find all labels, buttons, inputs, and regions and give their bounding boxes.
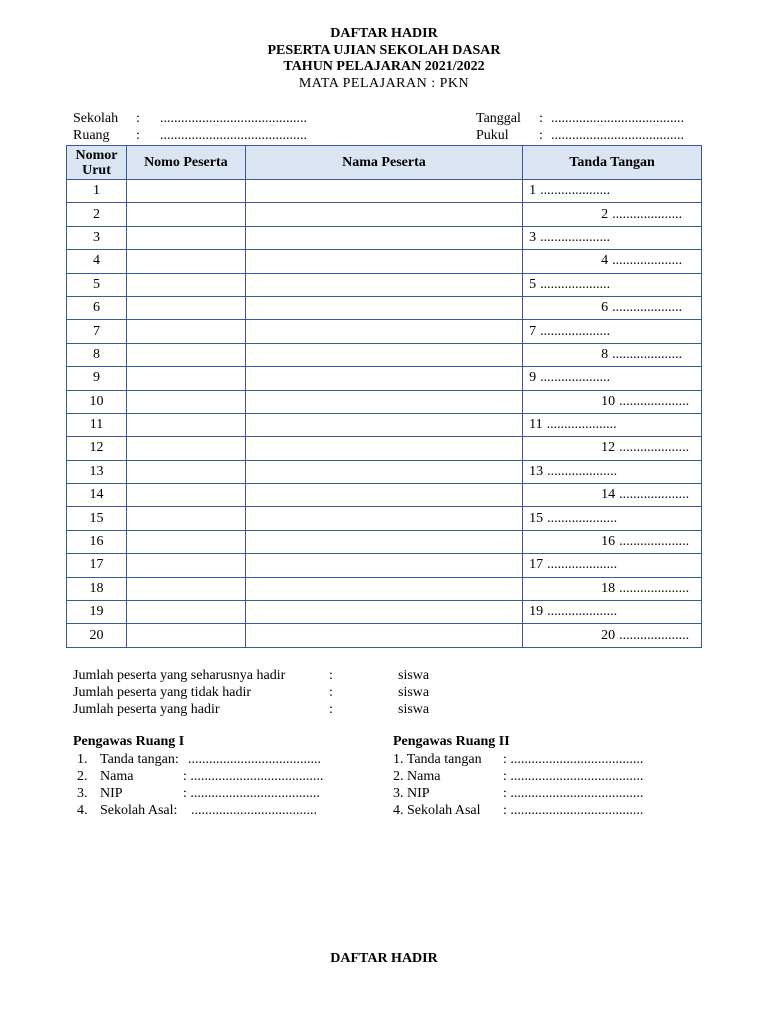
tanda-tangan-cell[interactable] [523,601,702,624]
table-row [67,484,702,507]
signature-number: 10 [601,393,616,409]
signature-number: 3 [529,229,537,245]
signature-dots: .................... [619,534,690,550]
nomor-peserta-cell[interactable] [126,226,245,249]
signature-dots: .................... [619,580,690,596]
nama-peserta-cell[interactable] [245,273,522,296]
signature-dots: .................... [619,393,690,409]
header-nomor-peserta: Nomo Peserta [126,146,245,180]
signature-number: 20 [601,627,616,643]
row-number: 3 [67,226,127,249]
tanda-tangan-cell[interactable] [523,554,702,577]
table-row [67,554,702,577]
signature-dots: .................... [547,510,618,526]
row-number: 18 [67,577,127,600]
table-row [67,180,702,203]
row-number: 16 [67,530,127,553]
row-number: 4 [67,250,127,273]
row-number: 14 [67,484,127,507]
signature-line [529,277,610,292]
row-number: 20 [67,624,127,647]
nomor-peserta-cell[interactable] [126,367,245,390]
nomor-peserta-cell[interactable] [126,343,245,366]
sekolah-dots: .......................................... [160,111,307,126]
tanggal-label: Tanggal [476,111,521,126]
table-row [67,530,702,553]
nama-peserta-cell[interactable] [245,296,522,319]
nama-peserta-cell[interactable] [245,554,522,577]
signature-dots: .................... [612,253,683,269]
signature-line [565,394,689,410]
row-number: 7 [67,320,127,343]
pukul-dots: ...................................... [551,128,684,143]
signature-dots: .................... [540,370,611,386]
field-tanggal [476,110,684,127]
nama-peserta-cell[interactable] [245,343,522,366]
signature-number: 1 [529,183,537,199]
attendance-summary [73,667,430,718]
pengawas-2-title: Pengawas Ruang II [393,734,510,749]
header-nomor-urut: Nomor Urut [67,146,127,180]
table-row [67,296,702,319]
pengawas-2-row: 3. NIP : ...................................... [393,786,644,801]
sekolah-colon: : [136,111,140,126]
tanda-tangan-cell[interactable] [523,203,702,226]
signature-dots: .................... [612,346,683,362]
signature-number: 17 [529,557,544,573]
nomor-peserta-cell[interactable] [126,180,245,203]
signature-number: 15 [529,510,544,526]
tanda-tangan-cell[interactable] [523,484,702,507]
nomor-peserta-cell[interactable] [126,413,245,436]
row-number: 17 [67,554,127,577]
table-row [67,624,702,647]
tanda-tangan-cell[interactable] [523,250,702,273]
table-row [67,367,702,390]
signature-line [529,511,617,526]
nama-peserta-cell[interactable] [245,250,522,273]
signature-number: 19 [529,604,544,620]
signature-line [529,604,617,619]
pengawas-1-row: 3. NIP : ..................................... [77,786,320,801]
row-number: 1 [67,180,127,203]
tanda-tangan-cell[interactable] [523,320,702,343]
signature-line [529,417,616,432]
nama-peserta-cell[interactable] [245,484,522,507]
signature-number: 14 [601,487,616,503]
tanda-tangan-cell[interactable] [523,577,702,600]
signature-dots: .................... [619,627,690,643]
document-header [0,26,768,92]
tanda-tangan-cell[interactable] [523,296,702,319]
table-row [67,226,702,249]
pengawas-1-row: 1. Tanda tangan: ...................................... [77,752,321,767]
signature-dots: .................... [547,463,618,479]
summary-row: Jumlah peserta yang tidak hadir : siswa [73,685,430,700]
row-number: 19 [67,601,127,624]
nomor-peserta-cell[interactable] [126,203,245,226]
table-row [67,577,702,600]
tanda-tangan-cell[interactable] [523,413,702,436]
nomor-peserta-cell[interactable] [126,296,245,319]
signature-line [565,253,682,269]
field-pukul [476,127,684,144]
ruang-label: Ruang [73,128,110,143]
pukul-label: Pukul [476,128,509,143]
row-number: 13 [67,460,127,483]
tanda-tangan-cell[interactable] [523,507,702,530]
row-number: 5 [67,273,127,296]
row-number: 9 [67,367,127,390]
doc-subtitle: PESERTA UJIAN SEKOLAH DASAR [267,42,501,58]
tanda-tangan-cell[interactable] [523,390,702,413]
tanda-tangan-cell[interactable] [523,460,702,483]
field-sekolah [73,110,307,127]
signature-line [565,440,689,456]
table-row [67,203,702,226]
nama-peserta-cell[interactable] [245,180,522,203]
ruang-colon: : [136,128,140,143]
nomor-peserta-cell[interactable] [126,484,245,507]
signature-dots: .................... [612,300,683,316]
tanda-tangan-cell[interactable] [523,273,702,296]
nama-peserta-cell[interactable] [245,437,522,460]
table-row [67,460,702,483]
signature-number: 2 [601,206,609,222]
sekolah-label: Sekolah [73,111,119,126]
nomor-peserta-cell[interactable] [126,554,245,577]
nomor-peserta-cell[interactable] [126,507,245,530]
nama-peserta-cell[interactable] [245,624,522,647]
pengawas-ruang-2 [393,733,644,819]
tanggal-colon: : [539,111,543,126]
row-number: 12 [67,437,127,460]
pengawas-2-row: 1. Tanda tangan : ...................................... [393,752,644,767]
signature-dots: .................... [612,206,683,222]
signature-dots: .................... [547,557,618,573]
signature-dots: .................... [546,417,617,433]
signature-line [565,534,689,550]
tanda-tangan-cell[interactable] [523,343,702,366]
signature-number: 16 [601,534,616,550]
nomor-peserta-cell[interactable] [126,320,245,343]
pengawas-2-row: 2. Nama : ...................................... [393,769,644,784]
nomor-peserta-cell[interactable] [126,460,245,483]
table-row [67,273,702,296]
header-nama-peserta: Nama Peserta [245,146,522,180]
pengawas-1-title: Pengawas Ruang I [73,734,185,749]
nama-peserta-cell[interactable] [245,507,522,530]
pukul-colon: : [539,128,543,143]
doc-subject: MATA PELAJARAN : PKN [298,75,470,91]
nama-peserta-cell[interactable] [245,601,522,624]
nama-peserta-cell[interactable] [245,203,522,226]
signature-line [529,324,610,339]
signature-number: 9 [529,370,537,386]
table-row [67,437,702,460]
signature-line [529,464,617,479]
signature-number: 7 [529,323,537,339]
signature-dots: .................... [540,229,611,245]
tanda-tangan-cell[interactable] [523,530,702,553]
tanda-tangan-cell[interactable] [523,367,702,390]
table-row [67,320,702,343]
nomor-peserta-cell[interactable] [126,624,245,647]
signature-line [565,347,682,363]
signature-line [565,207,682,223]
field-ruang [73,127,307,144]
signature-number: 18 [601,580,616,596]
signature-line [565,487,689,503]
attendance-table [66,145,702,648]
nomor-peserta-cell[interactable] [126,273,245,296]
row-number: 10 [67,390,127,413]
signature-dots: .................... [547,604,618,620]
table-row [67,250,702,273]
signature-number: 4 [601,253,609,269]
nomor-peserta-cell[interactable] [126,577,245,600]
row-number: 2 [67,203,127,226]
pengawas-1-row: 4. Sekolah Asal: .................................... [77,803,317,818]
signature-dots: .................... [619,440,690,456]
signature-number: 6 [601,300,609,316]
summary-row: Jumlah peserta yang seharusnya hadir : siswa [73,668,430,683]
nomor-peserta-cell[interactable] [126,250,245,273]
nomor-peserta-cell[interactable] [126,437,245,460]
tanda-tangan-cell[interactable] [523,226,702,249]
nama-peserta-cell[interactable] [245,413,522,436]
nama-peserta-cell[interactable] [245,390,522,413]
signature-line [529,183,610,198]
table-row [67,413,702,436]
next-page-title: DAFTAR HADIR [330,951,438,966]
signature-number: 12 [601,440,616,456]
doc-title: DAFTAR HADIR [330,26,438,41]
nomor-peserta-cell[interactable] [126,530,245,553]
row-number: 11 [67,413,127,436]
nama-peserta-cell[interactable] [245,367,522,390]
ruang-dots: .......................................... [160,128,307,143]
nomor-peserta-cell[interactable] [126,390,245,413]
table-row [67,343,702,366]
signature-dots: .................... [540,183,611,199]
signature-number: 11 [529,417,543,433]
nama-peserta-cell[interactable] [245,320,522,343]
signature-line [565,581,689,597]
signature-line [529,557,617,572]
tanggal-dots: ...................................... [551,111,684,126]
pengawas-ruang-1 [73,733,324,819]
signature-number: 8 [601,346,609,362]
nama-peserta-cell[interactable] [245,460,522,483]
nama-peserta-cell[interactable] [245,226,522,249]
table-row [67,390,702,413]
signature-line [529,370,610,385]
summary-row: Jumlah peserta yang hadir : siswa [73,702,430,717]
signature-dots: .................... [540,323,611,339]
signature-dots: .................... [540,276,611,292]
signature-number: 5 [529,276,537,292]
tanda-tangan-cell[interactable] [523,180,702,203]
pengawas-1-row: 2. Nama : ...................................... [77,769,324,784]
table-row [67,507,702,530]
row-number: 6 [67,296,127,319]
signature-line [565,628,689,644]
nama-peserta-cell[interactable] [245,577,522,600]
pengawas-2-row: 4. Sekolah Asal : ...................................... [393,803,644,818]
row-number: 8 [67,343,127,366]
signature-number: 13 [529,463,544,479]
row-number: 15 [67,507,127,530]
signature-dots: .................... [619,487,690,503]
header-tanda-tangan: Tanda Tangan [523,146,702,180]
nama-peserta-cell[interactable] [245,530,522,553]
doc-year: TAHUN PELAJARAN 2021/2022 [283,59,485,74]
signature-line [565,300,682,316]
table-header-row [67,146,702,180]
tanda-tangan-cell[interactable] [523,437,702,460]
tanda-tangan-cell[interactable] [523,624,702,647]
nomor-peserta-cell[interactable] [126,601,245,624]
table-row [67,601,702,624]
signature-line [529,230,610,245]
